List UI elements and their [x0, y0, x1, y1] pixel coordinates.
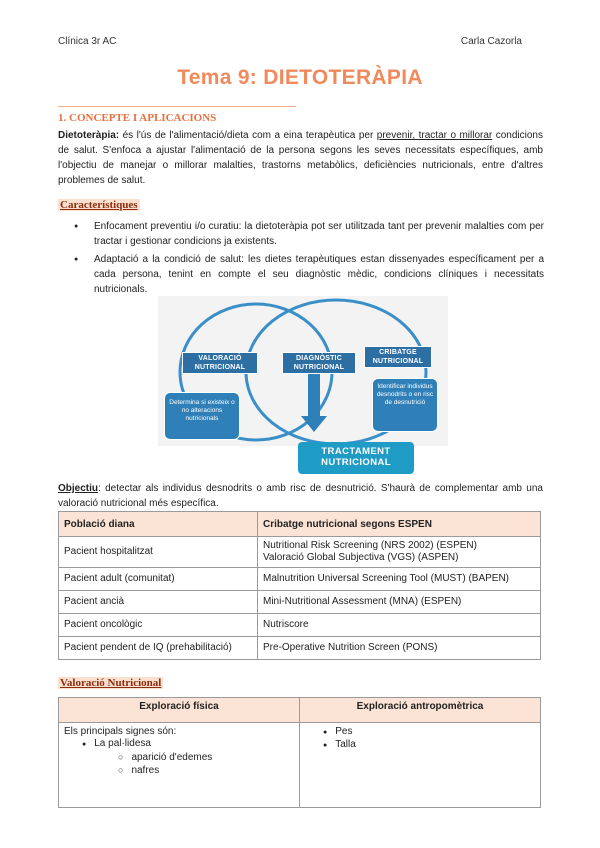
column-header: Exploració antropomètrica — [300, 698, 541, 723]
table-cell: Pre-Operative Nutrition Screen (PONS) — [258, 637, 541, 660]
section-divider — [58, 106, 296, 107]
cribatge-label: CRIBATGE NUTRICIONAL — [364, 346, 432, 368]
definition-paragraph — [58, 128, 543, 188]
objective-label: Objectiu — [58, 483, 99, 494]
definition-rest: condicions de salut. S'enfoca a ajustar l'alimentació de la persona segons les seves necessitats específiques, amb l'objectiu de manejar o millorar malalties, trastorns metabòlics, deficiències nutricionals, entre d'altres problemes de salut. — [58, 130, 543, 186]
tractament-box: TRACTAMENT NUTRICIONAL — [298, 442, 414, 474]
exploration-table — [58, 697, 541, 808]
list-item-text: La pal·lidesa — [94, 738, 151, 749]
table-header-row — [59, 698, 541, 723]
section-heading: 1. CONCEPTE I APLICACIONS — [58, 112, 217, 124]
table-cell: Nutriscore — [258, 614, 541, 637]
table-cell — [59, 723, 300, 808]
table-cell: Pacient oncològic — [59, 614, 258, 637]
cell-line: Nutritional Risk Screening (NRS 2002) (ESPEN) — [263, 540, 477, 551]
column-header: Cribatge nutricional segons ESPEN — [258, 512, 541, 537]
characteristics-list — [72, 219, 544, 300]
valoracio-label: VALORACIÓ NUTRICIONAL — [182, 352, 258, 374]
table-cell: Malnutrition Universal Screening Tool (MUST) (BAPEN) — [258, 568, 541, 591]
table-row — [59, 591, 541, 614]
list-item: ● Pes — [323, 726, 353, 737]
page-title: Tema 9: DIETOTERÀPIA — [177, 66, 423, 89]
valoracio-heading: Valoració Nutricional — [60, 677, 162, 689]
definition-term: Dietoteràpia: — [58, 130, 120, 141]
table-cell — [300, 723, 541, 808]
table-row — [59, 537, 541, 568]
list-item-text: aparició d'edemes — [131, 752, 213, 763]
list-item: ● Enfocament preventiu i/o curatiu: la dietoteràpia pot ser utilitzada tant per prevenir malalties com per tractar i gestionar condicions ja existents. — [72, 219, 544, 249]
column-header: Exploració física — [59, 698, 300, 723]
table-row — [59, 723, 541, 808]
nutrition-diagram — [158, 296, 448, 474]
list-item: ● La pal·lidesa — [82, 738, 151, 749]
list-item-text: nafres — [131, 765, 160, 776]
screening-table — [58, 511, 541, 660]
sub-list-item: ○ aparició d'edemes — [118, 752, 213, 763]
list-item: ● Adaptació a la condició de salut: les dietes terapèutiques estan dissenyades específicament per a cada persona, tenint en compte el seu diagnòstic mèdic, condicions clíniques i necessitats nutricionals. — [72, 252, 544, 297]
page-header — [58, 36, 522, 47]
definition-intro: és l'ús de l'alimentació/dieta com a eina terapèutica per — [119, 130, 377, 141]
column-header: Població diana — [59, 512, 258, 537]
table-cell: Mini-Nutritional Assessment (MNA) (ESPEN) — [258, 591, 541, 614]
objective-paragraph — [58, 481, 543, 511]
sub-list-item: ○ nafres — [118, 765, 160, 776]
cell-intro: Els principals signes són: — [64, 726, 177, 737]
table-row — [59, 637, 541, 660]
header-author: Carla Cazorla — [460, 36, 522, 47]
table-row — [59, 568, 541, 591]
table-cell: Pacient pendent de IQ (prehabilitació) — [59, 637, 258, 660]
list-item: ● Talla — [323, 739, 356, 750]
table-cell: Pacient ancià — [59, 591, 258, 614]
objective-text: : detectar als individus desnodrits o amb risc de desnutrició. S'haurà de complementar amb una valoració nutricional més específica. — [58, 483, 543, 509]
characteristics-heading: Característiques — [60, 199, 138, 211]
list-item-text: Pes — [335, 726, 353, 737]
cell-line: Valoració Global Subjectiva (VGS) (ASPEN) — [263, 552, 459, 563]
header-course: Clínica 3r AC — [58, 36, 117, 47]
list-item-text: Talla — [335, 739, 356, 750]
cribatge-description: Identificar individus desnodrits o en risc de desnutrició — [372, 378, 438, 432]
table-cell — [258, 537, 541, 568]
table-cell: Pacient adult (comunitat) — [59, 568, 258, 591]
table-header-row — [59, 512, 541, 537]
table-row — [59, 614, 541, 637]
table-cell: Pacient hospitalitzat — [59, 537, 258, 568]
definition-emphasis: prevenir, tractar o millorar — [376, 130, 493, 141]
valoracio-description: Determina si existeix o no alteracions nutricionals — [164, 392, 240, 440]
diagnostic-label: DIAGNÒSTIC NUTRICIONAL — [282, 352, 356, 374]
